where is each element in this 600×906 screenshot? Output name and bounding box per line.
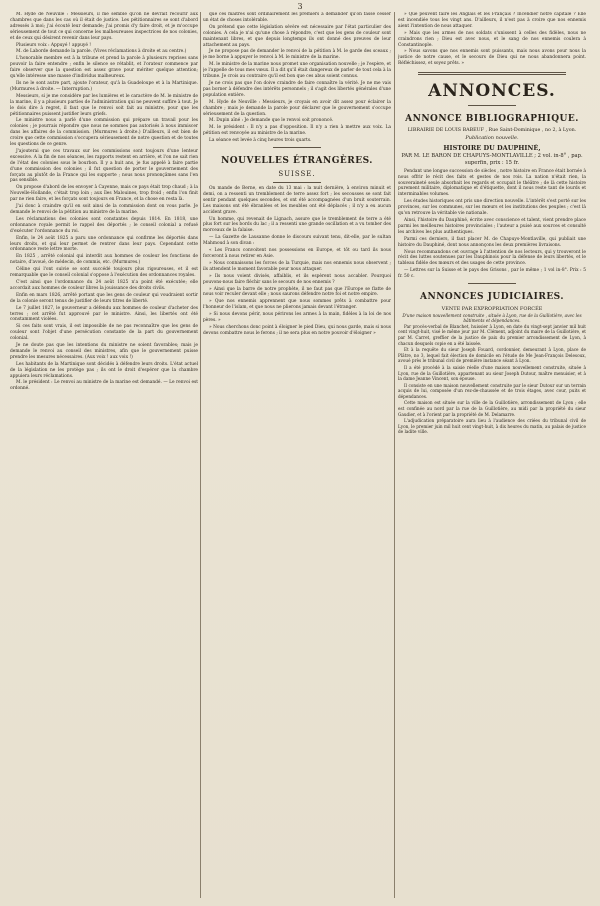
paragraph: La séance est levée à cinq heures trois quarts. [209, 138, 312, 144]
annonces-separator [418, 72, 566, 75]
paragraph: Cette maison est située sur la ville de la Guillotière, arrondissement de Lyon ; elle est confinée au nord par la rue de la Guillotière, au midi par la propriété du sieur Gaudier, et à l'orient par la propriété de M. Delamarre. [398, 400, 586, 417]
paragraph: Un homme, qui revenait de Lignach, assure que le tremblement de terre a été plus fort sur les bords du lac ; il a ressenti une grande oscillation et a vu tomber des morceaux de la falaise. [203, 216, 391, 234]
paragraph: Par procès-verbal de Blanchet, huissier à Lyon, en date du vingt-sept janvier mil huit cent vingt-huit, visé le même jour par M. Clément, adjoint du maire de la Guillotière, et par M. Carret, greffier de la justice de paix du premier arrondissement de Lyon, à chacun desquels copie en a été laissée. [398, 323, 586, 346]
paragraph: — La Gazette de Lausanne donne le discours suivant tenu, dit-elle, par le sultan Mahmoud à son divan : [203, 235, 391, 247]
paragraph: Ainsi, l'histoire du Dauphiné, écrite avec conscience et talent, vient prendre place parmi les meilleures histoires provinciales ; l'auteur a puisé aux sources et consulté les archives les plus authentiques. [398, 218, 586, 235]
vente-text [398, 324, 586, 435]
paragraph: Nous recommandons cet ouvrage à l'attention de nos lecteurs, qui y trouveront le récit des luttes soutenues par les Dauphinois pour la défense de leurs libertés, et le tableau fidèle des mœurs et des usages de cette province. [398, 249, 586, 267]
news-text [203, 186, 391, 337]
annonces-rule [468, 105, 516, 106]
book-author: PAR M. LE BARON DE CHAPUYS-MONTLAVILLE ; 2 vol. in-8° , pap. superfin, prix : 15 fr. [401, 153, 583, 166]
page-folio: 3 [297, 2, 303, 11]
paragraph: On propose d'abord de les envoyer à Cayenne, mais ce pays était trop chaud ; à la Nouvelle-Hollande, c'était trop loin ; aux îles Malouines, trop froid ; enfin l'on finit par ne rien faire, et les forçats sont toujours en France, et la chose en resta là. [10, 185, 198, 203]
paragraph: Je ne doute pas que les intentions du ministre ne soient favorables; mais je demande le renvoi au conseil des ministres, afin que le gouvernement puisse prendre les mesures nécessaires. (Aux voix ! aux voix !) [10, 343, 198, 360]
paragraph: J'ajouterai que ces travaux sur les commissions sont toujours d'une lenteur excessive. A la fin de nos séances, les rapports restent en arrière, et l'on ne sait rien de l'état des colonies sous le bourbon. Il y a huit ans, je fus appelé à faire partie d'une commission des colonies ; il fut question de porter le gouvernement des forçats au plutôt de la France qui les supporte ; nous nous prononçâmes sans l'en pas sensible. [10, 148, 198, 184]
paragraph: Je ne propose pas de demander le renvoi de la pétition à M. le garde des sceaux ; je me borne à appuyer le renvoi à M. le ministre de la marine. [203, 49, 391, 61]
paragraph: » Que peuvent faire les Anglais et les Français ? Incendier notre capitale ? Elle est incendiée tous les vingt ans. D'ailleurs, il n'est pas à croire que nos ennemis aient l'intention de nous attaquer. [398, 12, 586, 29]
paragraph: Enfin en mars 1826, arrêté portant que les gens de couleur qui voudraient sortir de la colonie seront tenus de justifier de leurs titres de liberté. [10, 292, 198, 304]
paragraph: que ces maîtres sont ordinairement les premiers à demander qu'on fasse cesser un état de choses intolérable. [203, 12, 391, 23]
paragraph: En 1825 , arrêté colonial qui interdit aux hommes de couleur les fonctions de notaire, d'avoué, de médecin, de commis, etc. (Murmures.) [10, 254, 198, 266]
paragraph: M. le président : Le renvoi au ministre de la marine est demandé. — Le renvoi est ordonné. [10, 380, 198, 392]
paragraph: C'est ainsi que l'ordonnance du 24 août 1825 n'a point été exécutée; elle accordait aux hommes de couleur libres la jouissance des droits civils. [10, 279, 198, 291]
paragraph: » Ainsi que la barre de notre prophète, il ne faut pas que l'Europe se flatte de nous voir reculer devant elle ; nous saurons défendre notre foi et notre empire. [203, 286, 391, 298]
paragraph: Messieurs, si je me considère par les lumières et le caractère de M. le ministre de la marine, il y a plusieurs parties de l'administration qui ne peuvent suffire à tout. Je le dois dire à regret, il faut que le renvoi soit fait au ministre, pour que les pétitionnaires puissent justifier leurs griefs. [10, 93, 198, 117]
paragraph: Si ces faits sont vrais, il est impossible de ne pas reconnaître que les gens de couleur sont l'objet d'une persécution constante de la part du gouvernement colonial. [10, 324, 198, 342]
paragraph: Parmi ces derniers, il faut placer M. de Chapuys-Montlaville, qui publiait une histoire du Dauphiné, dont nous annonçons les deux premières livraisons. [398, 236, 586, 248]
paragraph: Enfin, le 24 août 1825 a paru une ordonnance qui confirme les déportés dans leurs droits, et qui leur permet de rentrer dans leur pays. Cependant cette ordonnance reste lettre morte. [10, 235, 198, 253]
paragraph: M. le ministre de la marine nous promet une organisation nouvelle ; je l'espère, et je l'appelle de tous mes vœux. Il a dit qu'il était dangereux de parler de tout cela à la tribune. Je crois au contraire qu'il est bon que ces abus soient connus. [203, 62, 391, 80]
paragraph: » Nous connaissons les forces de la Turquie, mais nos ennemis nous observent ; ils attendent le moment favorable pour nous attaquer. [203, 260, 391, 272]
news-subheading: SUISSE. [278, 170, 316, 179]
column-1 [10, 12, 198, 900]
column-rule-1 [200, 12, 201, 898]
judiciaires-separator [468, 283, 516, 284]
paragraph: J'ai donc à craindre qu'il en soit ainsi de la commission dont on vous parle. Je demande le renvoi de la pétition au ministre de la marine. [10, 204, 198, 215]
paragraph: » Ils nous voient divisés, affaiblis, et ils espèrent nous accabler. Pourquoi pouvons-nous faire fléchir sans le secours de nos ennemis ? [203, 273, 391, 285]
paragraph: Céline qui l'ont suivie se sont succédé toujours plus rigoureuses, et il est remarquable que le conseil colonial s'oppose à l'exécution des ordonnances royales. [10, 267, 198, 279]
paragraph: Pendant une longue succession de siècles , notre histoire en France était bornée à nous offrir le récit des faits et gestes de nos rois. La nation n'était rien, la souveraineté seule absorbait les regards et occupait le théâtre ; de là cette histoire purement militaire, diplomatique et d'étiquette, dont il nous reste tant de lourds et interminables volumes. [398, 168, 586, 198]
biblio-text [398, 169, 586, 280]
publication-label: Publication nouvelle. [465, 134, 519, 141]
paragraph: Les habitants de la Martinique sont décidés à défendre leurs droits. L'état actuel de la législation ne les protège pas ; ils ont le droit d'espérer que la chambre appuiera leurs réclamations. [10, 361, 198, 379]
paragraph: Je ne crois pas que l'on doive craindre de faire connaître la vérité. Je ne me vais pas borner à défendre des intérêts personnels ; il s'agit des libertés générales d'une population entière. [203, 80, 391, 98]
column-rule-2 [394, 12, 395, 898]
paragraph: M. de Laborde demande la parole. (Vives réclamations à droite et au centre.) [16, 49, 187, 55]
news-separator [273, 182, 321, 183]
column-3 [398, 12, 586, 900]
paragraph: Les réclamations des colonies sont constantes depuis 1814. En 1818, une ordonnance royale permit le rappel des déportés ; le conseil colonial a refusé d'exécuter l'ordonnance du roi. [10, 216, 198, 234]
col2-text [203, 12, 391, 144]
paragraph: On prétend que cette législation sévère est nécessaire par l'état particulier des colonies. A cela je n'ai qu'une chose à répondre, c'est que les gens de couleur sont maintenant libres, et que depuis longtemps ils ont donné des preuves de leur attachement au pays. [203, 24, 391, 48]
paragraph: M. Hyde de Neuville : Messieurs, il me semble qu'on ne devrait recourir aux chambres que dans les cas où il était de justice. Les pétitionnaires se sont d'abord adressés à moi; j'ai écouté leur demande; j'ai promis d'y faire droit, et je m'occupe sérieusement de tout ce qui concerne les malheureuses inspectrices de nos colonies, et de ceux qui désirent revenir dans leur pays. [10, 12, 198, 41]
publisher-line: LIBRAIRIE DE LOUIS BABEUF , Rue Saint-Dominique , no 2, à Lyon. [407, 128, 577, 134]
paragraph: M. Dupin aîné : Je demande que le renvoi soit prononcé. [209, 118, 334, 124]
judiciaires-heading: ANNONCES JUDICIAIRES. [420, 292, 564, 303]
paragraph: M. Hyde de Neuville : Messieurs, je croyais en avoir dit assez pour éclairer la chambre ; mais je demande la parole pour déclarer que le gouvernement s'occupe sérieusement de la question. [203, 99, 391, 117]
paragraph: Le 7 juillet 1827, le gouverneur a défendu aux hommes de couleur d'acheter des terres ; cet arrêté fut approuvé par le ministre. Ainsi, les libertés ont été constamment violées. [10, 305, 198, 323]
biblio-heading: ANNONCE BIBLIOGRAPHIQUE. [405, 114, 579, 125]
annonces-heading: ANNONCES. [428, 81, 556, 102]
col1-text [10, 12, 198, 392]
news-heading: NOUVELLES ÉTRANGÈRES. [221, 156, 373, 167]
paragraph: L'adjudication préparatoire aura lieu à l'audience des criées du tribunal civil de Lyon, le premier juin mil huit cent vingt-huit, à dix heures du matin, au palais de justice de ladite ville. [398, 418, 586, 435]
paragraph: Les études historiques ont pris une direction nouvelle. L'intérêt s'est porté sur les provinces, sur les communes, sur les mœurs et les institutions des peuples ; c'est là qu'on retrouve la véritable vie nationale. [398, 199, 586, 217]
col3-lead-text [398, 12, 586, 67]
paragraph: Il consiste en une maison nouvellement construite par le sieur Dutour sur un terrain acquis de lui, composée d'un rez-de-chaussée et de trois étages, avec cour, puits et dépendances. [398, 382, 586, 399]
paragraph: On mande de Berne, en date du 13 mai : la nuit dernière, à environ minuit et demi, on a ressenti un tremblement de terre assez fort ; les secousses se sont fait sentir pendant quelques secondes, et ont été accompagnées d'un bruit souterrain. Les maisons ont été ébranlées et les meubles ont été déplacés ; il n'y a eu aucun accident grave. [203, 186, 391, 215]
paragraph: » Nous cherchons donc point à éloigner le pied Dieu, qui nous garde, mais si nous devons combattre nous le ferons ; il ne sera plus en notre pouvoir d'éloigner » [203, 324, 391, 336]
paragraph: » Nous savons que nos ennemis sont puissants, mais nous avons pour nous la justice de notre cause, et le secours de Dieu qui ne nous abandonnera point. Réfléchissez, et soyez prêts. » [398, 49, 586, 67]
paragraph: Ils ne le sont autre part, ajoute l'orateur, qu'à la Guadeloupe et à la Martinique. (Murmures à droite. — Interruption.) [10, 80, 198, 92]
paragraph: — Lettres sur la Suisse et le pays des Grisons , par le même ; 1 vol in-8°. Prix : 5 fr. 50 c. [398, 268, 586, 280]
paragraph: Le ministre nous a parlé d'une commission qui prépare un travail pour les colonies ; je pourrais répondre que nous ne sommes pas autorisés à nous immiscer dans les affaires de la commission. (Murmures à droite.) D'ailleurs, il est bien de croire que cette commission s'occupera sérieusement de notre question et de toutes les questions de ce genre. [10, 118, 198, 148]
section-separator [273, 147, 321, 148]
paragraph: L'honorable membre est à la tribune et prend la parole à plusieurs reprises sans pouvoir la faire entendre ; enfin le silence se rétablit, et l'orateur commence par faire observer que la question est assez grave pour mériter quelque attention; qu'elle intéresse une masse d'individus malheureux. [10, 56, 198, 80]
paragraph: » Si nous devons périr, nous périrons les armes à la main, fidèles à la loi de nos pères. » [203, 312, 391, 324]
vente-subheading: D'une maison nouvellement construite , située à Lyon, rue de la Guillotière, avec les bâtiments et dépendances. [402, 312, 582, 324]
paragraph: » Mais que les armes de nos soldats s'unissent à celles des fidèles, nous ne craindrons rien ; Dieu est avec nous, et le sang de nos ennemis coulera à Constantinople. [398, 30, 586, 48]
book-title: HISTOIRE DU DAUPHINÉ, [443, 144, 541, 153]
vente-heading: VENTE PAR EXPROPRIATION FORCÉE [441, 306, 543, 313]
paragraph: » Que nos ennemis apprennent que nous sommes prêts à combattre pour l'honneur de l'islam, et que nous ne plierons jamais devant l'étranger. [203, 299, 391, 311]
column-2 [203, 12, 391, 900]
paragraph: Et à la requête du sieur Joseph Fouard, cordonnier, demeurant à Lyon, place de Plâtre, no 3, lequel fait élection de domicile en l'étude de Me Jean-François Delesoux, avoué près le tribunal civil de première instance séant à Lyon. [398, 347, 586, 364]
paragraph: M. le président : Il n'y a pas d'opposition. Il n'y a rien à mettre aux voix. La pétition est renvoyée au ministre de la marine. [203, 125, 391, 137]
paragraph: Plusieurs voix : Appuyé ! appuyé ! [16, 42, 92, 48]
paragraph: « Les Francs convoitent nos possessions en Europe, et tôt ou tard ils nous forceront à nous retirer en Asie. [203, 248, 391, 259]
paragraph: Il a été procédé à la saisie réelle d'une maison nouvellement construite, située à Lyon, rue de la Guillotière, appartenant au sieur Joseph Dutour, maître menuisier, et à la dame Jeanne Vincent, son épouse. [398, 364, 586, 382]
